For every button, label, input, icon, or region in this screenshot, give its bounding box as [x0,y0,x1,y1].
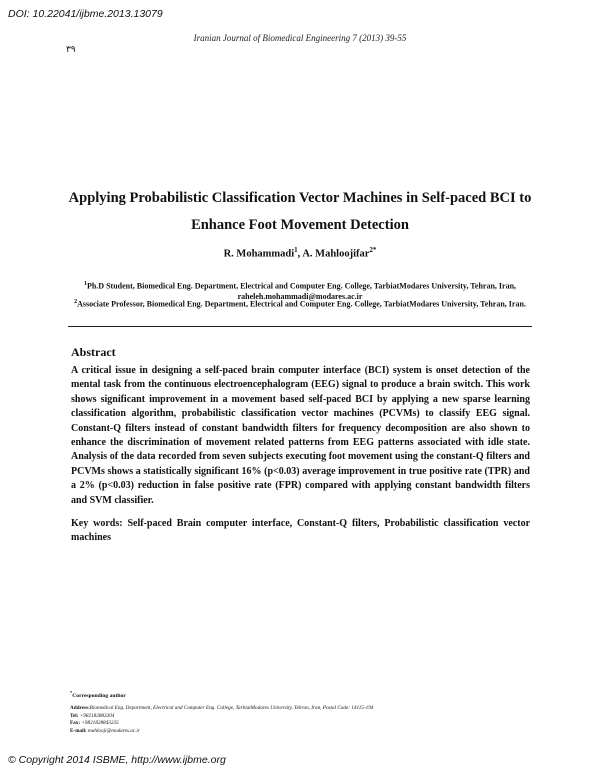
affiliation-2 [72,297,528,310]
contact-block [70,705,540,735]
section-divider [68,326,532,327]
tel-text: +982182883304 [79,712,115,719]
journal-header: Iranian Journal of Biomedical Engineering 7 (2013) 39-55 [193,33,407,43]
address-label: Address: [70,705,90,711]
authors-line [0,246,600,260]
page-number: ۳۹ [66,44,76,54]
author-name: R. Mohammadi [223,248,295,260]
affiliation-mark: 2 [74,299,78,305]
fax-text: +9821828843235 [81,720,119,727]
address-line [70,705,540,713]
author-name: A. Mahloojifar [302,248,370,260]
affiliation-text: Associate Professor, Biomedical Eng. Department, Electrical and Computer Eng. College, TarbiatModares University, Tehran, Iran. [77,299,526,309]
author-separator: , [297,248,303,260]
corresponding-mark: * [70,690,73,695]
affiliation-text: Ph.D Student, Biomedical Eng. Department, Electrical and Computer Eng. College, TarbiatModares University, Tehran, Iran, raheleh.mohammadi@modares.ac.ir [86,281,517,301]
address-text: Biomedical Eng. Department, Electrical and Computer Eng. College, TarbiatModares University, Tehran, Iran, Postal Code: 14115-194 [89,705,374,711]
doi-label: DOI: 10.22041/ijbme.2013.13079 [8,8,163,20]
tel-label: Tel: [70,712,79,719]
abstract-heading: Abstract [71,345,116,359]
keywords-label: Key words: [71,518,123,529]
abstract-text: A critical issue in designing a self-paced brain computer interface (BCI) system is onset detection of the mental task from the continuous electroencephalogram (EEG) signal to produce a brain switch. This work shows significant improvement in a movement based self-paced BCI by applying a new sparse learning classification algorithm, probabilistic classification vector machines (PCVMs) to classify EEG signal. Constant-Q filters instead of constant bandwidth filters for frequency decomposition are also shown to enhance the discrimination of movement related patterns from EEG patterns associated with idle state. Analysis of the data recorded from seven subjects executing foot movement using the constant-Q filters and PCVMs shows a statistically significant 16% (p<0.03) average improvement in true positive rate (TPR) and a 2% (p<0.03) reduction in false positive rate (FPR) compared with applying constant bandwidth filters and SVM classifier. [71,365,530,506]
email-line [70,728,540,736]
keywords-text: Self-paced Brain computer interface, Constant-Q filters, Probabilistic classification vector machines [71,518,531,544]
copyright-footer: © Copyright 2014 ISBME, http://www.ijbme.org [8,754,226,766]
corresponding-label: Corresponding author [72,692,126,699]
corresponding-author [70,690,126,699]
author-mark: 1 [294,246,298,254]
keywords [71,517,530,546]
paper-title: Applying Probabilistic Classification Vector Machines in Self-paced BCI to Enhance Foot Movement Detection [68,190,532,233]
fax-label: Fax: [70,720,81,727]
author-mark: 2* [369,246,377,254]
email-text[interactable]: mahlooji@modares.ac.ir [88,727,140,734]
email-label: E-mail: [70,727,87,734]
affiliation-mark: 1 [83,281,87,287]
fax-line [70,720,540,728]
tel-line [70,713,540,721]
